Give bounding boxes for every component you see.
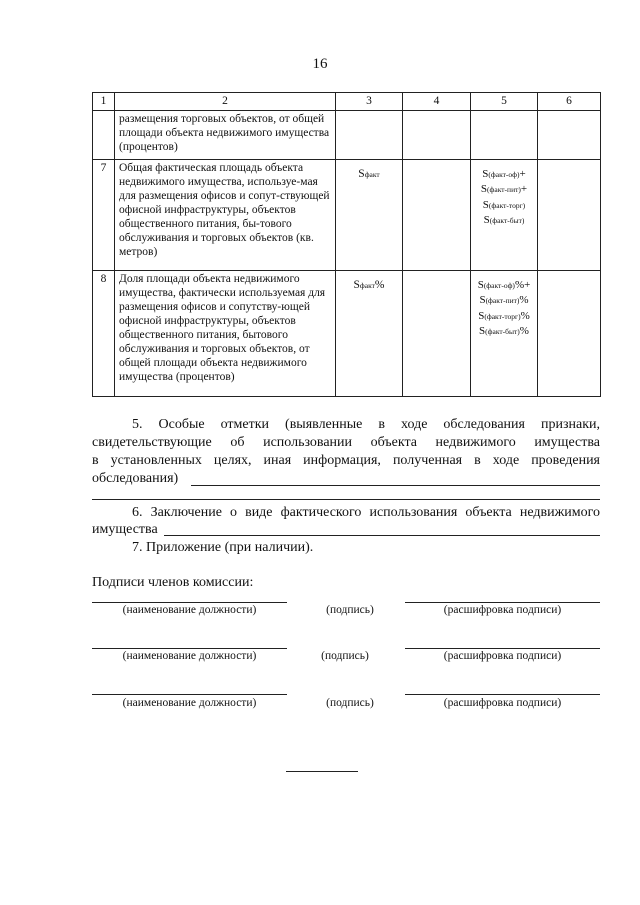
row-description: Общая фактическая площадь объекта недвижимого имущества, используе-мая для размещения офисов и сопут-ствующей офисной инфраструктуры, объектов общественного питания, бы-тового обслуживания и торговых объектов (кв. метров) [115,160,336,271]
row-symbol: Sфакт [336,160,403,271]
header-cell: 2 [115,93,336,111]
table-row [93,271,601,397]
signature-caption: (подпись) [326,697,374,709]
position-caption: (наименование должности) [122,650,257,662]
row-description: Доля площади объекта недвижимого имущества, фактически используемая для размещения офисов и сопутству-ющей офисной инфраструктуры, объектов общественного питания, бытового обслуживания и торговых объектов, от общей площади объекта недвижимого имущества (процентов) [115,271,336,397]
page-number: 16 [312,56,328,72]
signature-caption: (подпись) [321,650,369,662]
signature-line [92,694,287,695]
section5-line3: в установленных целях, иная информация, полученная в ходе проведения [92,453,600,468]
decryption-caption: (расшифровка подписи) [443,650,562,662]
header-cell: 5 [471,93,538,111]
section5-fill-line [92,499,600,500]
header-cell: 4 [403,93,471,111]
header-cell: 3 [336,93,403,111]
section6-line2: имущества [92,522,158,537]
signature-caption: (подпись) [326,604,374,616]
section5-line4: обследования) [92,471,179,486]
row-number: 8 [93,271,115,397]
row-symbol: Sфакт% [336,271,403,397]
section5-fill-line [191,485,600,486]
signature-line [92,602,287,603]
table-row [93,111,601,160]
signatures-title: Подписи членов комиссии: [92,575,254,590]
header-cell: 6 [538,93,601,111]
continuation-text: размещения торговых объектов, от общей площади объекта недвижимого имущества (процентов) [115,111,336,160]
position-caption: (наименование должности) [122,697,257,709]
signature-line [405,648,600,649]
report-table [92,92,601,397]
decryption-caption: (расшифровка подписи) [443,697,562,709]
section5-line1: 5. Особые отметки (выявленные в ходе обследования признаки, [132,417,600,432]
section7-line: 7. Приложение (при наличии). [132,540,314,555]
table-header-row [93,93,601,111]
row-formula: S(факт-оф)+ S(факт-пит)+ S(факт-торг) S(факт-быт) [471,160,538,271]
decryption-caption: (расшифровка подписи) [443,604,562,616]
position-caption: (наименование должности) [122,604,257,616]
signature-line [92,648,287,649]
section6-fill-line [164,535,600,536]
row-number: 7 [93,160,115,271]
section5-line2: свидетельствующие об использовании объекта недвижимого имущества [92,435,600,450]
signature-line [405,602,600,603]
row-formula: S(факт-оф)%+ S(факт-пит)% S(факт-торг)% S(факт-быт)% [471,271,538,397]
section6-line1: 6. Заключение о виде фактического использования объекта недвижимого [132,505,600,520]
header-cell: 1 [93,93,115,111]
signature-line [405,694,600,695]
table-row [93,160,601,271]
end-rule [286,771,358,772]
